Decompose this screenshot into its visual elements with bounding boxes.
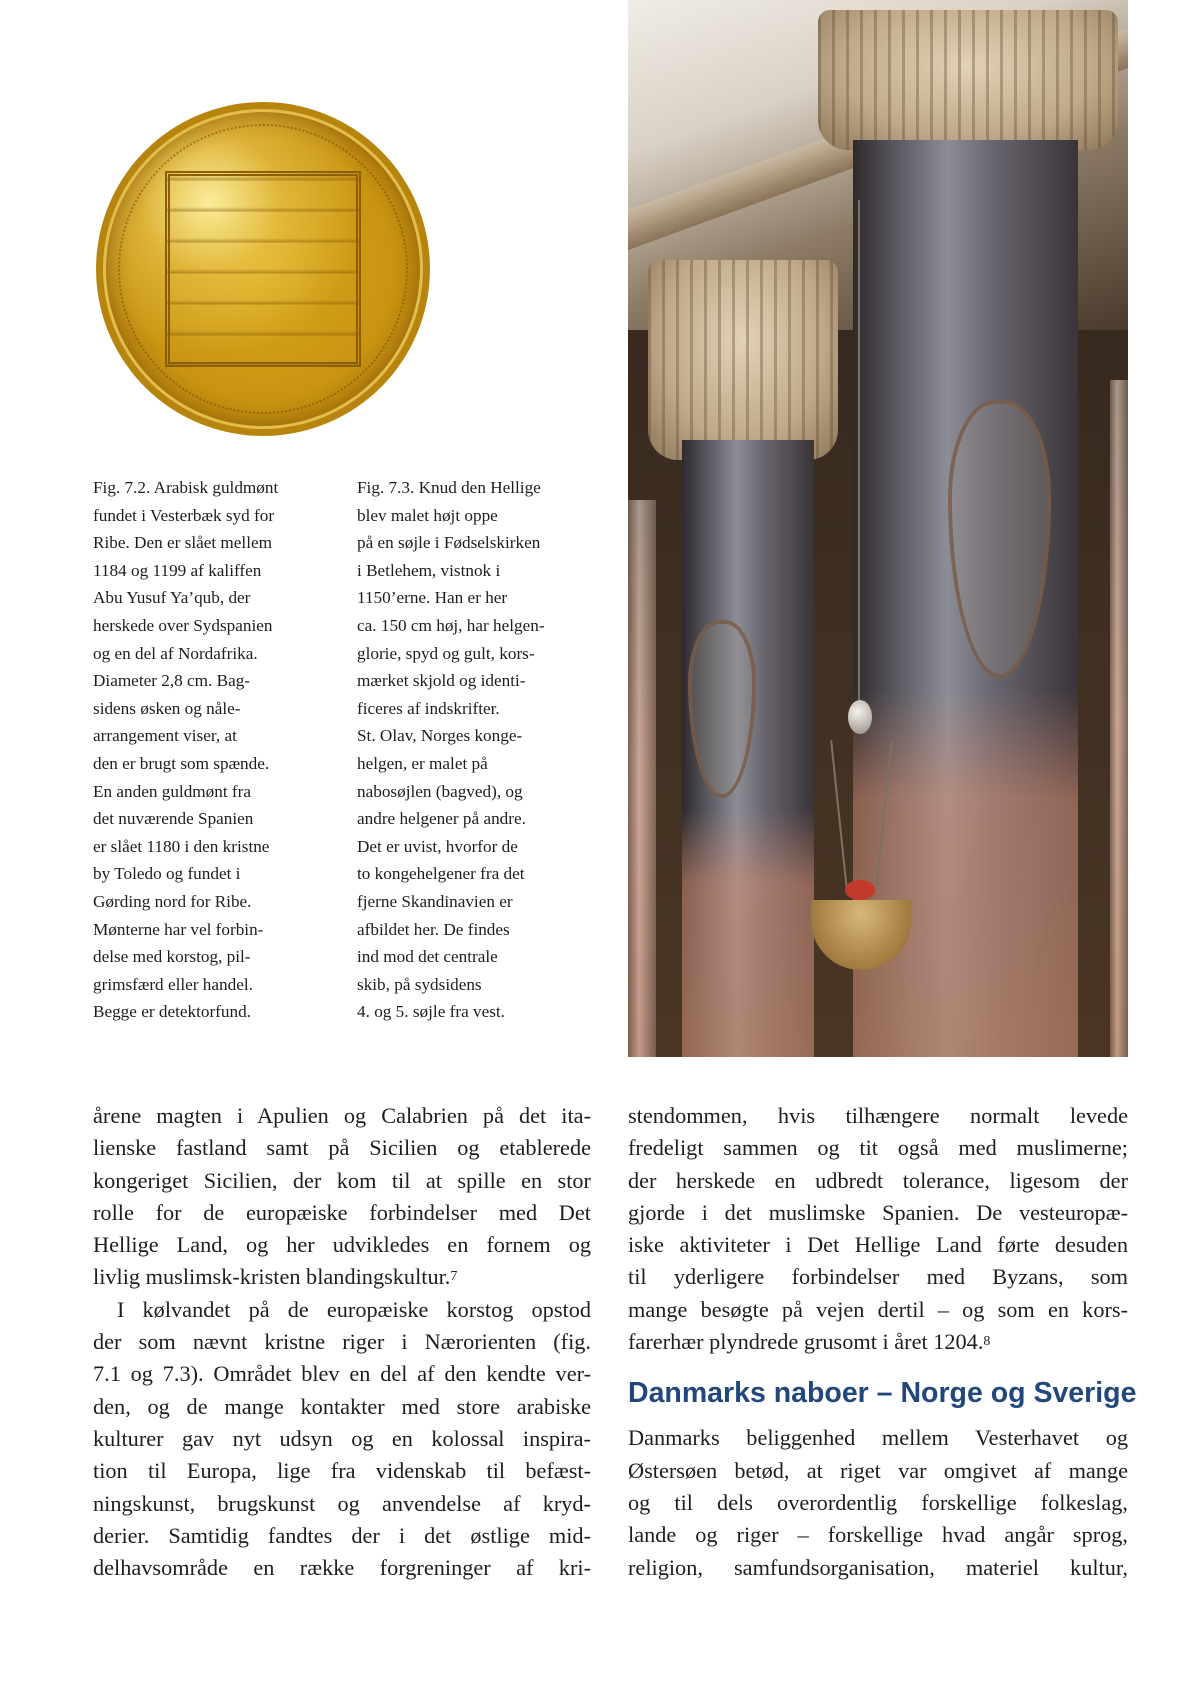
- text-line: [628, 1294, 1128, 1326]
- text-line: [93, 1261, 591, 1293]
- text-line-content: og til dels overordentlig forskellige folkeslag,: [628, 1489, 1128, 1515]
- footnote-marker: 7: [450, 1269, 458, 1285]
- caption-line: afbildet her. De findes: [357, 919, 510, 939]
- caption-line: ind mod det centrale: [357, 947, 498, 967]
- caption-line: er slået 1180 i den kristne: [93, 836, 270, 856]
- caption-line: to kongehelgener fra det: [357, 864, 525, 884]
- body-column-left: [93, 1100, 591, 1584]
- caption-line: nabosøjlen (bagved), og: [357, 781, 523, 801]
- caption-line: andre helgener på andre.: [357, 809, 526, 829]
- caption-line: Gørding nord for Ribe.: [93, 891, 252, 911]
- text-line-content: I kølvandet på de europæiske korstog opstod: [117, 1296, 591, 1322]
- caption-line: En anden guldmønt fra: [93, 781, 251, 801]
- text-line-content: Hellige Land, og her udvikledes en fornem og: [93, 1232, 591, 1258]
- text-line: [628, 1455, 1128, 1487]
- text-line: [628, 1487, 1128, 1519]
- caption-line: Fig. 7.3. Knud den Hellige: [357, 478, 541, 497]
- caption-line: 4. og 5. søjle fra vest.: [357, 1002, 505, 1022]
- text-line: [93, 1132, 591, 1164]
- caption-line: St. Olav, Norges konge-: [357, 726, 523, 746]
- text-line: [628, 1132, 1128, 1164]
- caption-line: delse med korstog, pil-: [93, 947, 251, 967]
- caption-line: Fig. 7.2. Arabisk guldmønt: [93, 478, 279, 497]
- text-line: [93, 1488, 591, 1520]
- text-line-content: kulturer gav nyt udsyn og en kolossal inspira-: [93, 1425, 591, 1451]
- coin-inscription-square: [165, 171, 361, 367]
- section-heading: Danmarks naboer – Norge og Sverige: [628, 1377, 1137, 1410]
- caption-line: Abu Yusuf Ya’qub, der: [93, 588, 251, 608]
- caption-line: helgen, er malet på: [357, 753, 488, 773]
- caption-line: og en del af Nordafrika.: [93, 643, 258, 663]
- caption-line: ca. 150 cm høj, har helgen-: [357, 615, 545, 635]
- gold-coin-image: [96, 102, 430, 436]
- caption-line: sidens øsken og nåle-: [93, 698, 241, 718]
- text-line: [628, 1197, 1128, 1229]
- body-column-right-top: [628, 1100, 1128, 1358]
- footnote-marker: 8: [983, 1334, 991, 1350]
- caption-line: på en søjle i Fødselskirken: [357, 533, 541, 553]
- caption-line: Mønterne har vel forbin-: [93, 919, 264, 939]
- text-line: [628, 1261, 1128, 1293]
- caption-line: fundet i Vesterbæk syd for: [93, 505, 275, 525]
- caption-line: arrangement viser, at: [93, 726, 237, 746]
- text-line: [628, 1326, 1128, 1358]
- text-line-content: der som nævnt kristne riger i Nærorienten (fig.: [93, 1329, 591, 1355]
- text-line: [628, 1422, 1128, 1454]
- text-line-content: stendommen, hvis tilhængere normalt levede: [628, 1103, 1128, 1128]
- text-line: [93, 1552, 591, 1584]
- text-line-content: den, og de mange kontakter med store arabiske: [93, 1393, 591, 1419]
- text-line: [628, 1519, 1128, 1551]
- text-line: [93, 1197, 591, 1229]
- caption-line: i Betlehem, vistnok i: [357, 560, 501, 580]
- caption-line: Ribe. Den er slået mellem: [93, 533, 272, 553]
- caption-line: 1184 og 1199 af kaliffen: [93, 560, 262, 580]
- caption-line: blev malet højt oppe: [357, 505, 498, 525]
- text-line-content: livlig muslimsk-kristen blandingskultur.: [93, 1264, 451, 1290]
- text-line: [93, 1423, 591, 1455]
- body-column-right-bottom: [628, 1422, 1128, 1583]
- text-line-content: der herskede en udbredt tolerance, ligesom der: [628, 1167, 1128, 1193]
- text-line-content: iske aktiviteter i Det Hellige Land førte desuden: [628, 1232, 1128, 1258]
- body-column-right: [628, 1100, 1137, 1584]
- text-line-content: til yderligere forbindelser med Byzans, som: [628, 1264, 1128, 1290]
- text-line: [93, 1100, 591, 1132]
- caption-line: grimsfærd eller handel.: [93, 974, 253, 994]
- lamp-ornament: [848, 700, 872, 734]
- caption-line: mærket skjold og identi-: [357, 671, 526, 691]
- text-line-content: tion til Europa, lige fra videnskab til befæst-: [93, 1458, 591, 1484]
- text-line-content: ningskunst, brugskunst og anvendelse af kryd-: [93, 1490, 591, 1516]
- text-line-content: religion, samfundsorganisation, materiel kultur,: [628, 1554, 1128, 1580]
- text-line-content: derier. Samtidig fandtes der i det østlige mid-: [93, 1522, 591, 1548]
- text-line-content: Danmarks beliggenhed mellem Vesterhavet og: [628, 1425, 1128, 1451]
- lamp-chain-left: [830, 740, 848, 889]
- caption-line: det nuværende Spanien: [93, 809, 254, 829]
- column-capital-front: [818, 10, 1118, 150]
- caption-line: den er brugt som spænde.: [93, 753, 270, 773]
- caption-line: Begge er detektorfund.: [93, 1002, 251, 1022]
- text-line-content: fredeligt sammen og tit også med muslimerne;: [628, 1135, 1128, 1161]
- caption-line: fjerne Skandinavien er: [357, 891, 513, 911]
- caption-line: Diameter 2,8 cm. Bag-: [93, 671, 251, 691]
- text-line: [93, 1294, 591, 1326]
- text-line-content: gjorde i det muslimske Spanien. De vesteuropæ-: [628, 1199, 1128, 1225]
- text-line-content: årene magten i Apulien og Calabrien på det ita-: [93, 1103, 591, 1128]
- caption-line: ficeres af indskrifter.: [357, 698, 500, 718]
- caption-line: herskede over Sydspanien: [93, 615, 273, 635]
- text-line: [628, 1229, 1128, 1261]
- text-line-content: Østersøen betød, at riget var omgivet af mange: [628, 1457, 1128, 1483]
- caption-line: skib, på sydsidens: [357, 974, 482, 994]
- text-line-content: lande og riger – forskellige hvad angår sprog,: [628, 1522, 1128, 1548]
- caption-line: 1150’erne. Han er her: [357, 588, 508, 608]
- text-line: [93, 1326, 591, 1358]
- text-line-content: lienske fastland samt på Sicilien og etablerede: [93, 1135, 591, 1161]
- text-line-content: farerhær plyndrede grusomt i året 1204.: [628, 1329, 984, 1355]
- column-far-left: [628, 500, 656, 1057]
- lamp-red-glass: [845, 880, 875, 900]
- text-line-content: 7.1 og 7.3). Området blev en del af den kendte ver-: [93, 1361, 591, 1387]
- caption-line: Det er uvist, hvorfor de: [357, 836, 518, 856]
- text-line: [93, 1165, 591, 1197]
- text-line: [93, 1455, 591, 1487]
- text-line: [93, 1229, 591, 1261]
- caption-line: by Toledo og fundet i: [93, 864, 241, 884]
- text-line-content: kongeriget Sicilien, der kom til at spille en stor: [93, 1167, 591, 1193]
- text-line: [628, 1552, 1128, 1584]
- column-far-right: [1110, 380, 1128, 1057]
- caption-fig-7-3: [357, 474, 597, 1026]
- text-line-content: delhavsområde en række forgreninger af kri-: [93, 1555, 591, 1581]
- column-capital-back: [648, 260, 838, 460]
- text-line: [628, 1165, 1128, 1197]
- lamp-chain: [858, 200, 860, 700]
- text-line: [93, 1520, 591, 1552]
- church-columns-photo: [628, 0, 1128, 1057]
- text-line: [93, 1358, 591, 1390]
- caption-fig-7-2: [93, 474, 333, 1026]
- text-line: [93, 1391, 591, 1423]
- text-line: [628, 1100, 1128, 1132]
- text-line-content: mange besøgte på vejen dertil – og som en kors-: [628, 1296, 1128, 1322]
- text-line-content: rolle for de europæiske forbindelser med Det: [93, 1199, 591, 1225]
- caption-line: glorie, spyd og gult, kors-: [357, 643, 535, 663]
